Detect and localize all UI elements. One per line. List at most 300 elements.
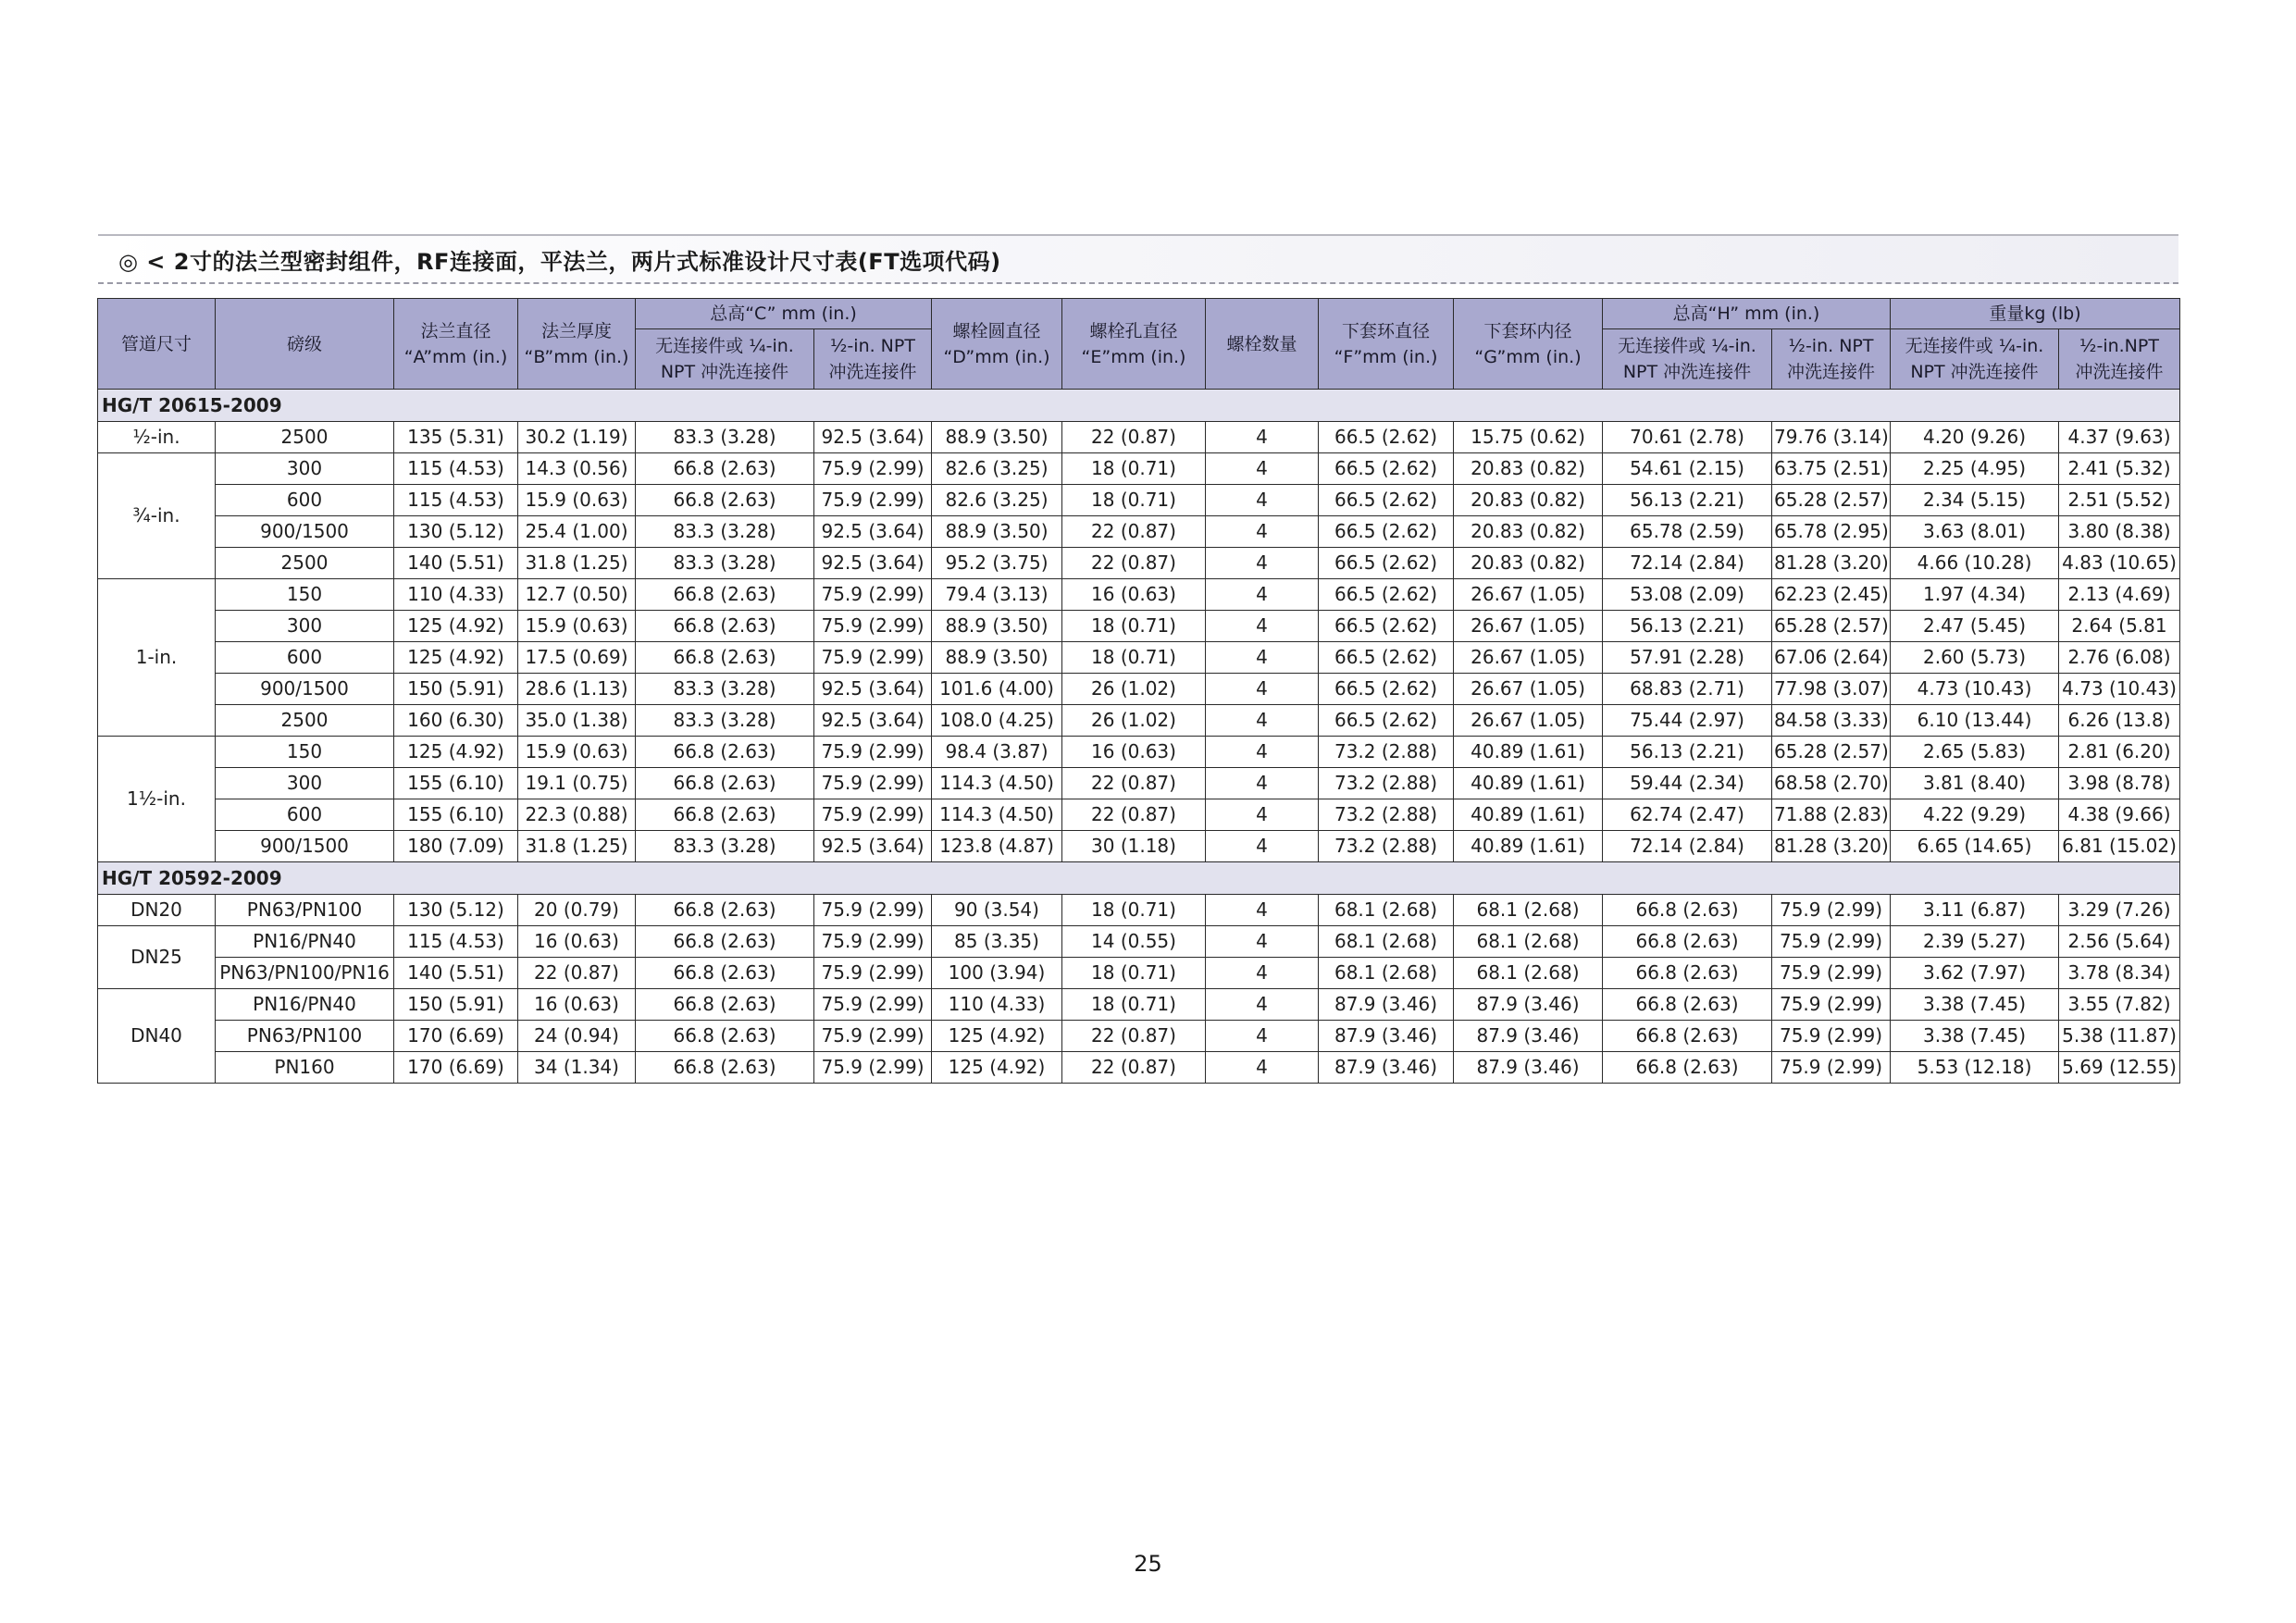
table-cell: 4.38 (9.66) [2059,799,2180,831]
table-cell: 66.8 (2.63) [636,768,814,799]
table-cell: 75.9 (2.99) [814,1021,932,1052]
table-cell: 75.9 (2.99) [814,642,932,674]
header-total-height-h: 总高“H” mm (in.) [1603,299,1891,329]
table-cell: 4 [1206,485,1319,516]
table-cell: 72.14 (2.84) [1603,831,1772,862]
table-cell: 12.7 (0.50) [518,579,636,611]
table-cell: PN16/PN40 [216,989,394,1021]
table-cell: 75.9 (2.99) [1772,895,1891,926]
table-cell: 75.9 (2.99) [814,989,932,1021]
table-cell: 2.65 (5.83) [1891,737,2059,768]
table-cell: 66.5 (2.62) [1319,485,1454,516]
table-cell: 26.67 (1.05) [1454,579,1603,611]
table-cell: 85 (3.35) [932,926,1062,958]
table-cell: 83.3 (3.28) [636,831,814,862]
table-cell: 4 [1206,453,1319,485]
header-c-no-connection: 无连接件或 ¼-in. NPT 冲洗连接件 [636,329,814,390]
table-cell: 140 (5.51) [394,958,518,989]
standard-label: HG/T 20615-2009 [98,390,2180,422]
table-cell: 170 (6.69) [394,1021,518,1052]
table-cell: 2.64 (5.81 [2059,611,2180,642]
table-cell: 3.29 (7.26) [2059,895,2180,926]
table-cell: 66.8 (2.63) [636,1052,814,1084]
table-cell: 88.9 (3.50) [932,516,1062,548]
pipe-size-cell: DN25 [98,926,216,989]
table-row [98,1052,2180,1084]
header-class: 磅级 [216,299,394,390]
table-cell: 66.8 (2.63) [636,611,814,642]
table-cell: 15.9 (0.63) [518,611,636,642]
table-cell: 66.8 (2.63) [1603,958,1772,989]
table-cell: 73.2 (2.88) [1319,737,1454,768]
table-cell: 4 [1206,768,1319,799]
table-cell: 30.2 (1.19) [518,422,636,453]
table-cell: 65.28 (2.57) [1772,485,1891,516]
table-cell: 56.13 (2.21) [1603,737,1772,768]
table-cell: 16 (0.63) [1062,579,1206,611]
table-cell: 4.73 (10.43) [1891,674,2059,705]
table-cell: 66.8 (2.63) [1603,1052,1772,1084]
table-cell: 66.5 (2.62) [1319,516,1454,548]
table-cell: 75.44 (2.97) [1603,705,1772,737]
table-cell: 170 (6.69) [394,1052,518,1084]
table-cell: 75.9 (2.99) [814,453,932,485]
table-cell: 6.81 (15.02) [2059,831,2180,862]
table-cell: 66.8 (2.63) [636,642,814,674]
table-cell: 77.98 (3.07) [1772,674,1891,705]
table-cell: 68.1 (2.68) [1319,926,1454,958]
table-cell: 2500 [216,422,394,453]
table-cell: 4 [1206,516,1319,548]
table-cell: 87.9 (3.46) [1319,989,1454,1021]
table-row [98,831,2180,862]
table-cell: 135 (5.31) [394,422,518,453]
table-cell: 87.9 (3.46) [1319,1021,1454,1052]
table-cell: 2.34 (5.15) [1891,485,2059,516]
table-cell: 56.13 (2.21) [1603,611,1772,642]
table-cell: 900/1500 [216,516,394,548]
header-bolt-circle: 螺栓圆直径 “D”mm (in.) [932,299,1062,390]
table-cell: 62.74 (2.47) [1603,799,1772,831]
table-cell: 68.1 (2.68) [1454,895,1603,926]
table-cell: 31.8 (1.25) [518,831,636,862]
table-cell: 87.9 (3.46) [1319,1052,1454,1084]
table-cell: 66.8 (2.63) [636,989,814,1021]
table-cell: 125 (4.92) [932,1052,1062,1084]
table-cell: 88.9 (3.50) [932,422,1062,453]
table-cell: 66.8 (2.63) [636,958,814,989]
table-cell: 56.13 (2.21) [1603,485,1772,516]
header-lower-collar-id: 下套环内径 “G”mm (in.) [1454,299,1603,390]
pipe-size-cell: ½-in. [98,422,216,453]
table-cell: 75.9 (2.99) [1772,989,1891,1021]
table-cell: 600 [216,642,394,674]
table-cell: 26 (1.02) [1062,674,1206,705]
table-cell: 16 (0.63) [518,926,636,958]
table-cell: 15.9 (0.63) [518,485,636,516]
table-cell: 68.1 (2.68) [1454,926,1603,958]
table-cell: 100 (3.94) [932,958,1062,989]
table-cell: 26.67 (1.05) [1454,705,1603,737]
table-cell: 110 (4.33) [932,989,1062,1021]
table-cell: 66.5 (2.62) [1319,642,1454,674]
table-cell: 4 [1206,579,1319,611]
table-cell: 66.5 (2.62) [1319,453,1454,485]
table-cell: 3.98 (8.78) [2059,768,2180,799]
table-cell: 75.9 (2.99) [814,799,932,831]
table-cell: 125 (4.92) [394,611,518,642]
header-c-half-npt: ½-in. NPT 冲洗连接件 [814,329,932,390]
table-cell: 90 (3.54) [932,895,1062,926]
table-cell: 125 (4.92) [932,1021,1062,1052]
table-cell: 66.5 (2.62) [1319,674,1454,705]
table-cell: 3.80 (8.38) [2059,516,2180,548]
table-cell: 20.83 (0.82) [1454,453,1603,485]
pipe-size-cell: ¾-in. [98,453,216,579]
table-cell: 18 (0.71) [1062,453,1206,485]
standard-row [98,390,2180,422]
table-cell: 115 (4.53) [394,485,518,516]
table-cell: 18 (0.71) [1062,642,1206,674]
table-cell: 20.83 (0.82) [1454,548,1603,579]
table-cell: 75.9 (2.99) [814,1052,932,1084]
table-cell: 1.97 (4.34) [1891,579,2059,611]
table-cell: 26 (1.02) [1062,705,1206,737]
header-bolt-quantity: 螺栓数量 [1206,299,1319,390]
table-cell: 4 [1206,674,1319,705]
table-cell: 6.10 (13.44) [1891,705,2059,737]
table-cell: 34 (1.34) [518,1052,636,1084]
table-cell: 18 (0.71) [1062,958,1206,989]
table-cell: 40.89 (1.61) [1454,831,1603,862]
table-cell: 4.22 (9.29) [1891,799,2059,831]
table-cell: 4.66 (10.28) [1891,548,2059,579]
table-cell: 75.9 (2.99) [1772,1021,1891,1052]
table-cell: 4 [1206,989,1319,1021]
table-cell: 31.8 (1.25) [518,548,636,579]
table-cell: 130 (5.12) [394,516,518,548]
table-cell: 66.8 (2.63) [1603,1021,1772,1052]
table-cell: 22 (0.87) [1062,548,1206,579]
table-cell: 75.9 (2.99) [814,895,932,926]
table-cell: 22 (0.87) [1062,1021,1206,1052]
table-row [98,485,2180,516]
table-cell: 75.9 (2.99) [1772,926,1891,958]
table-row [98,799,2180,831]
table-cell: 4.73 (10.43) [2059,674,2180,705]
header-flange-thickness: 法兰厚度 “B”mm (in.) [518,299,636,390]
table-cell: 92.5 (3.64) [814,422,932,453]
table-body [98,390,2180,1084]
table-row [98,516,2180,548]
table-cell: 92.5 (3.64) [814,831,932,862]
table-cell: 53.08 (2.09) [1603,579,1772,611]
table-cell: 14 (0.55) [1062,926,1206,958]
table-cell: 75.9 (2.99) [1772,958,1891,989]
table-cell: 67.06 (2.64) [1772,642,1891,674]
table-cell: 24 (0.94) [518,1021,636,1052]
table-cell: 900/1500 [216,831,394,862]
table-cell: 110 (4.33) [394,579,518,611]
table-cell: 15.9 (0.63) [518,737,636,768]
header-weight: 重量kg (lb) [1891,299,2180,329]
table-cell: 150 [216,579,394,611]
table-cell: 4 [1206,958,1319,989]
table-cell: 4 [1206,705,1319,737]
table-cell: 59.44 (2.34) [1603,768,1772,799]
table-cell: 87.9 (3.46) [1454,989,1603,1021]
table-cell: 79.4 (3.13) [932,579,1062,611]
table-cell: 65.28 (2.57) [1772,611,1891,642]
table-cell: 2500 [216,548,394,579]
table-cell: 300 [216,611,394,642]
table-cell: 75.9 (2.99) [814,737,932,768]
table-cell: 87.9 (3.46) [1454,1052,1603,1084]
table-cell: 66.8 (2.63) [1603,989,1772,1021]
table-cell: 4 [1206,1052,1319,1084]
table-row [98,611,2180,642]
table-cell: 75.9 (2.99) [814,611,932,642]
table-cell: 83.3 (3.28) [636,422,814,453]
table-cell: 4 [1206,831,1319,862]
table-cell: 22 (0.87) [518,958,636,989]
table-cell: 66.8 (2.63) [636,799,814,831]
table-cell: 22 (0.87) [1062,799,1206,831]
table-cell: 62.23 (2.45) [1772,579,1891,611]
table-cell: 98.4 (3.87) [932,737,1062,768]
table-cell: 130 (5.12) [394,895,518,926]
table-cell: 3.78 (8.34) [2059,958,2180,989]
table-cell: 4 [1206,422,1319,453]
table-cell: 20 (0.79) [518,895,636,926]
table-cell: 2.51 (5.52) [2059,485,2180,516]
table-cell: 4 [1206,895,1319,926]
table-cell: 26.67 (1.05) [1454,642,1603,674]
table-row [98,705,2180,737]
table-cell: 79.76 (3.14) [1772,422,1891,453]
table-cell: 22 (0.87) [1062,1052,1206,1084]
table-cell: 75.9 (2.99) [1772,1052,1891,1084]
table-cell: 66.5 (2.62) [1319,579,1454,611]
table-cell: 300 [216,768,394,799]
table-cell: 26.67 (1.05) [1454,611,1603,642]
table-cell: 3.55 (7.82) [2059,989,2180,1021]
standard-label: HG/T 20592-2009 [98,862,2180,895]
table-header [98,299,2180,390]
table-cell: 3.38 (7.45) [1891,1021,2059,1052]
table-cell: 4.83 (10.65) [2059,548,2180,579]
table-cell: 2.13 (4.69) [2059,579,2180,611]
table-cell: PN16/PN40 [216,926,394,958]
table-cell: 75.9 (2.99) [814,579,932,611]
table-cell: 16 (0.63) [518,989,636,1021]
table-cell: 88.9 (3.50) [932,611,1062,642]
table-cell: 71.88 (2.83) [1772,799,1891,831]
table-cell: 65.78 (2.95) [1772,516,1891,548]
table-cell: 66.8 (2.63) [636,926,814,958]
table-cell: 5.69 (12.55) [2059,1052,2180,1084]
table-row [98,768,2180,799]
table-row [98,926,2180,958]
table-cell: 83.3 (3.28) [636,516,814,548]
table-cell: 4 [1206,926,1319,958]
table-cell: 30 (1.18) [1062,831,1206,862]
table-row [98,579,2180,611]
table-cell: PN160 [216,1052,394,1084]
table-cell: 600 [216,799,394,831]
table-cell: 22 (0.87) [1062,516,1206,548]
table-cell: 14.3 (0.56) [518,453,636,485]
header-total-height-c: 总高“C” mm (in.) [636,299,932,329]
table-cell: 66.5 (2.62) [1319,548,1454,579]
table-cell: 2500 [216,705,394,737]
table-cell: 5.38 (11.87) [2059,1021,2180,1052]
page-number: 25 [1134,1551,1162,1577]
standard-row [98,862,2180,895]
table-cell: 28.6 (1.13) [518,674,636,705]
table-cell: 81.28 (3.20) [1772,548,1891,579]
table-cell: 123.8 (4.87) [932,831,1062,862]
table-cell: 26.67 (1.05) [1454,674,1603,705]
table-cell: 81.28 (3.20) [1772,831,1891,862]
table-cell: 600 [216,485,394,516]
header-flange-diameter: 法兰直径 “A”mm (in.) [394,299,518,390]
table-cell: 3.38 (7.45) [1891,989,2059,1021]
table-cell: PN63/PN100 [216,1021,394,1052]
table-cell: 75.9 (2.99) [814,958,932,989]
table-cell: 73.2 (2.88) [1319,768,1454,799]
table-cell: 22 (0.87) [1062,422,1206,453]
table-cell: 4 [1206,611,1319,642]
table-cell: 35.0 (1.38) [518,705,636,737]
table-cell: 2.41 (5.32) [2059,453,2180,485]
table-cell: 4 [1206,1021,1319,1052]
table-cell: 63.75 (2.51) [1772,453,1891,485]
table-cell: 68.1 (2.68) [1454,958,1603,989]
table-cell: 150 (5.91) [394,674,518,705]
table-cell: 95.2 (3.75) [932,548,1062,579]
table-cell: 125 (4.92) [394,737,518,768]
table-cell: 900/1500 [216,674,394,705]
table-cell: 6.26 (13.8) [2059,705,2180,737]
table-cell: 66.5 (2.62) [1319,422,1454,453]
header-pipe-size: 管道尺寸 [98,299,216,390]
table-cell: 155 (6.10) [394,768,518,799]
table-cell: 4 [1206,642,1319,674]
table-cell: 300 [216,453,394,485]
table-cell: 3.11 (6.87) [1891,895,2059,926]
table-cell: 68.1 (2.68) [1319,895,1454,926]
table-cell: 16 (0.63) [1062,737,1206,768]
table-cell: 92.5 (3.64) [814,674,932,705]
table-cell: 3.62 (7.97) [1891,958,2059,989]
table-cell: 140 (5.51) [394,548,518,579]
table-cell: 87.9 (3.46) [1454,1021,1603,1052]
table-cell: 3.63 (8.01) [1891,516,2059,548]
table-cell: 17.5 (0.69) [518,642,636,674]
table-cell: 2.39 (5.27) [1891,926,2059,958]
table-cell: 2.81 (6.20) [2059,737,2180,768]
table-cell: 92.5 (3.64) [814,548,932,579]
table-row [98,453,2180,485]
table-row [98,737,2180,768]
table-cell: 68.58 (2.70) [1772,768,1891,799]
table-cell: 2.60 (5.73) [1891,642,2059,674]
table-row [98,895,2180,926]
table-cell: 4 [1206,799,1319,831]
dimension-table [97,298,2180,1084]
table-cell: 40.89 (1.61) [1454,737,1603,768]
table-row [98,1021,2180,1052]
table-cell: 66.8 (2.63) [636,453,814,485]
header-bolt-hole: 螺栓孔直径 “E”mm (in.) [1062,299,1206,390]
table-cell: 40.89 (1.61) [1454,799,1603,831]
pipe-size-cell: 1-in. [98,579,216,737]
table-cell: 2.56 (5.64) [2059,926,2180,958]
table-row [98,958,2180,989]
table-row [98,422,2180,453]
table-cell: 15.75 (0.62) [1454,422,1603,453]
table-cell: 2.76 (6.08) [2059,642,2180,674]
table-cell: 155 (6.10) [394,799,518,831]
table-cell: 88.9 (3.50) [932,642,1062,674]
table-cell: 150 (5.91) [394,989,518,1021]
table-cell: 125 (4.92) [394,642,518,674]
table-cell: 73.2 (2.88) [1319,831,1454,862]
table-cell: 66.8 (2.63) [1603,895,1772,926]
table-cell: 65.78 (2.59) [1603,516,1772,548]
table-cell: 2.47 (5.45) [1891,611,2059,642]
table-cell: 66.8 (2.63) [636,579,814,611]
table-cell: 70.61 (2.78) [1603,422,1772,453]
table-row [98,674,2180,705]
header-weight-half-npt: ½-in.NPT 冲洗连接件 [2059,329,2180,390]
table-cell: 4 [1206,548,1319,579]
table-cell: 82.6 (3.25) [932,485,1062,516]
table-cell: 54.61 (2.15) [1603,453,1772,485]
table-cell: 57.91 (2.28) [1603,642,1772,674]
header-h-half-npt: ½-in. NPT 冲洗连接件 [1772,329,1891,390]
table-cell: 19.1 (0.75) [518,768,636,799]
table-cell: 22.3 (0.88) [518,799,636,831]
table-cell: 66.8 (2.63) [636,895,814,926]
table-cell: 83.3 (3.28) [636,705,814,737]
table-cell: 6.65 (14.65) [1891,831,2059,862]
table-cell: PN63/PN100 [216,895,394,926]
table-cell: 82.6 (3.25) [932,453,1062,485]
table-cell: 18 (0.71) [1062,989,1206,1021]
table-cell: 115 (4.53) [394,453,518,485]
table-cell: 4.20 (9.26) [1891,422,2059,453]
table-cell: 73.2 (2.88) [1319,799,1454,831]
table-cell: 18 (0.71) [1062,611,1206,642]
table-cell: 160 (6.30) [394,705,518,737]
table-cell: 4 [1206,737,1319,768]
table-cell: 66.5 (2.62) [1319,705,1454,737]
header-h-no-connection: 无连接件或 ¼-in. NPT 冲洗连接件 [1603,329,1772,390]
table-cell: 68.1 (2.68) [1319,958,1454,989]
header-weight-no-connection: 无连接件或 ¼-in. NPT 冲洗连接件 [1891,329,2059,390]
table-cell: 5.53 (12.18) [1891,1052,2059,1084]
table-cell: 75.9 (2.99) [814,926,932,958]
table-cell: 4.37 (9.63) [2059,422,2180,453]
table-row [98,989,2180,1021]
table-cell: 40.89 (1.61) [1454,768,1603,799]
table-cell: 115 (4.53) [394,926,518,958]
section-title: ◎ < 2寸的法兰型密封组件，RF连接面，平法兰，两片式标准设计尺寸表(FT选项代码) [118,249,1001,275]
table-cell: 3.81 (8.40) [1891,768,2059,799]
table-cell: 25.4 (1.00) [518,516,636,548]
